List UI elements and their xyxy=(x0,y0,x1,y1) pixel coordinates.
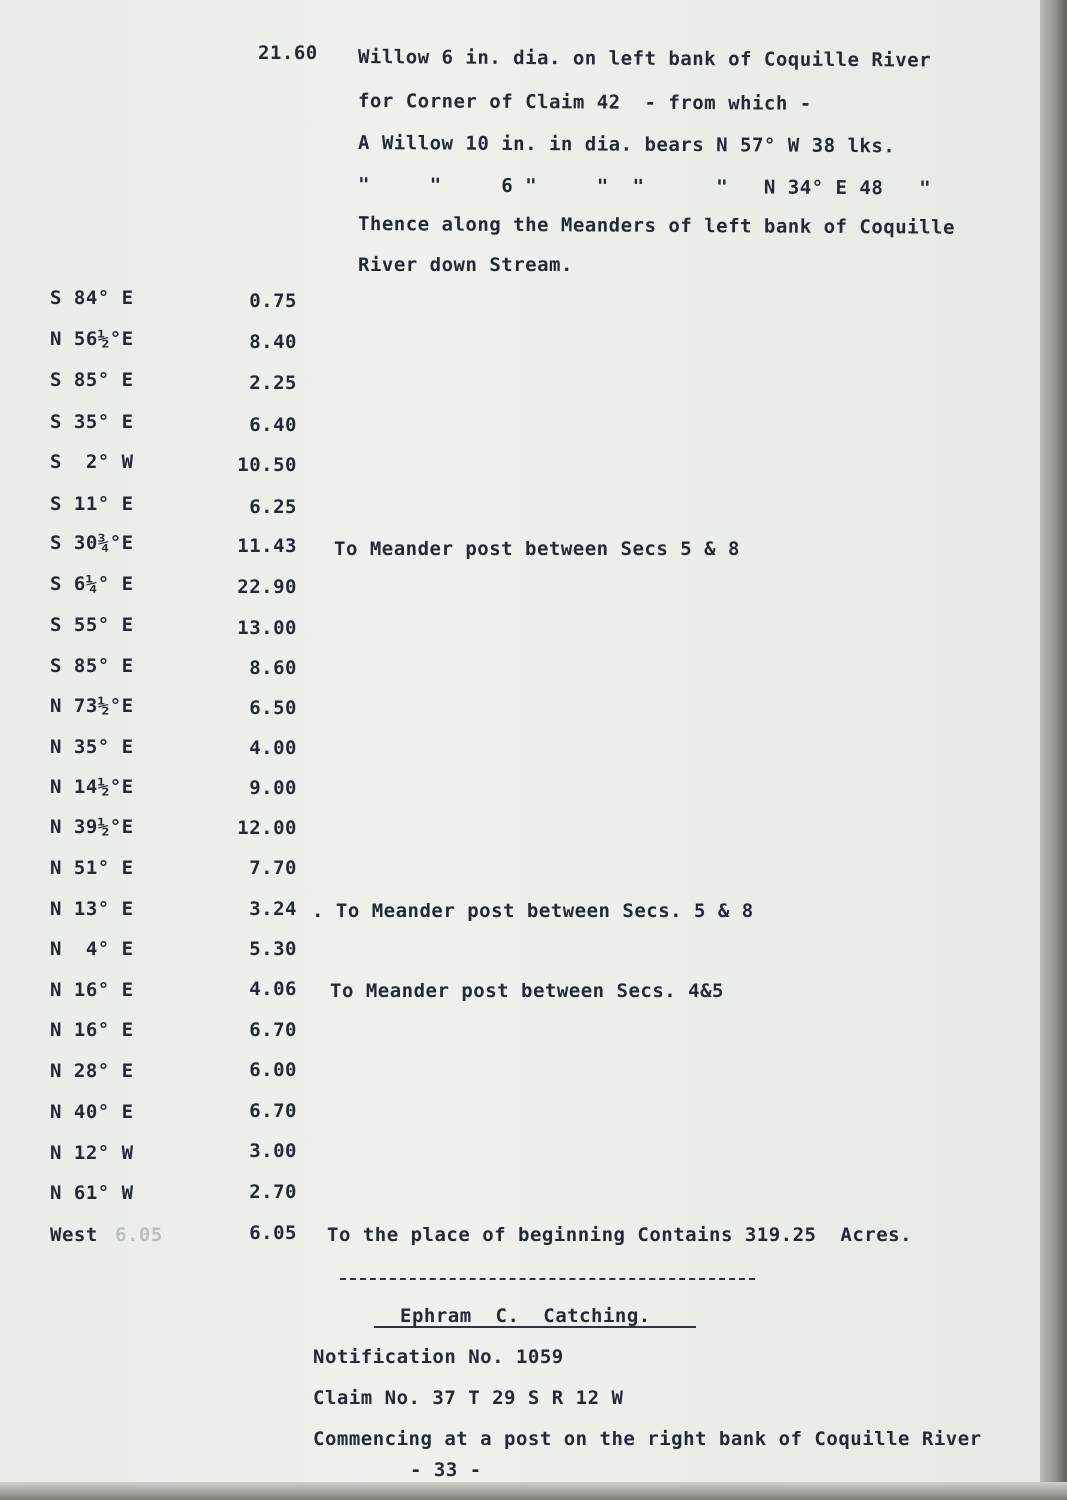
course-distance: 4.06 xyxy=(249,978,297,1000)
header-line-6: River down Stream. xyxy=(358,254,573,276)
course-distance: 4.00 xyxy=(249,737,297,759)
header-line-1: Willow 6 in. dia. on left bank of Coquille River xyxy=(357,46,932,72)
course-bearing: N 4° E xyxy=(50,938,134,960)
course-distance: 6.70 xyxy=(249,1100,297,1122)
course-distance: 3.24 xyxy=(249,898,297,920)
course-bearing: N 56½°E xyxy=(50,328,134,350)
course-distance: 3.00 xyxy=(249,1140,297,1162)
header-line-5: Thence along the Meanders of left bank of Coquille xyxy=(357,213,956,239)
course-distance: 12.00 xyxy=(237,817,297,839)
course-distance: 22.90 xyxy=(237,576,297,598)
page-number: - 33 - xyxy=(410,1459,482,1481)
course-distance: 13.00 xyxy=(237,617,297,639)
header-line-3: A Willow 10 in. in dia. bears N 57° W 38 lks. xyxy=(357,132,896,158)
course-distance: 2.70 xyxy=(249,1181,297,1203)
course-distance: 8.40 xyxy=(249,331,297,353)
course-distance: 7.70 xyxy=(249,857,297,879)
course-bearing: S 85° E xyxy=(50,655,134,677)
course-distance: 6.70 xyxy=(249,1019,297,1041)
dashed-separator xyxy=(340,1278,755,1280)
course-distance: 6.25 xyxy=(249,496,297,518)
course-bearing: N 13° E xyxy=(50,898,134,920)
course-distance: 10.50 xyxy=(237,454,297,476)
course-bearing: N 35° E xyxy=(50,736,134,758)
course-distance: 2.25 xyxy=(249,372,297,394)
course-bearing: N 73½°E xyxy=(50,695,134,717)
header-line-4: " " 6 " " " " N 34° E 48 " xyxy=(357,174,932,200)
course-bearing: N 16° E xyxy=(50,979,134,1001)
course-bearing: S 2° W xyxy=(50,451,134,473)
page-edge-right xyxy=(1040,0,1067,1500)
course-distance: 6.40 xyxy=(249,414,297,436)
course-distance: 9.00 xyxy=(249,777,297,799)
course-bearing: S 85° E xyxy=(50,369,134,391)
course-bearing: S 55° E xyxy=(50,614,134,636)
course-bearing: N 28° E xyxy=(50,1060,134,1082)
course-distance: 11.43 xyxy=(237,535,297,557)
course-distance: 6.05 xyxy=(249,1222,297,1244)
course-distance: 8.60 xyxy=(249,657,297,679)
course-bearing: S 11° E xyxy=(50,493,134,515)
strikeout-smudge: 6.05 xyxy=(115,1224,163,1246)
course-bearing: N 61° W xyxy=(50,1182,134,1204)
course-bearing: N 12° W xyxy=(50,1142,134,1164)
course-bearing: S 35° E xyxy=(50,411,134,433)
header-line-2: for Corner of Claim 42 - from which - xyxy=(357,90,812,115)
course-remark: To Meander post between Secs. 4&5 xyxy=(330,980,724,1002)
course-remark: To the place of beginning Contains 319.25 Acres. xyxy=(327,1224,913,1246)
course-bearing: S 30¾°E xyxy=(50,532,134,554)
course-bearing: N 39½°E xyxy=(50,816,134,838)
course-remark: To Meander post between Secs 5 & 8 xyxy=(334,538,740,560)
claimant-underline xyxy=(374,1326,696,1328)
course-bearing: N 14½°E xyxy=(50,776,134,798)
claim-number: Claim No. 37 T 29 S R 12 W xyxy=(313,1387,624,1409)
course-distance: 6.50 xyxy=(249,697,297,719)
commencing-line: Commencing at a post on the right bank of Coquille River xyxy=(313,1428,982,1450)
course-bearing: West xyxy=(50,1224,98,1246)
notification-number: Notification No. 1059 xyxy=(313,1346,564,1368)
course-distance: 0.75 xyxy=(249,290,297,312)
page-edge-bottom xyxy=(0,1482,1067,1500)
course-distance: 6.00 xyxy=(249,1059,297,1081)
claimant-name: Ephram C. Catching. xyxy=(400,1305,651,1327)
header-station: 21.60 xyxy=(258,42,318,64)
course-bearing: N 40° E xyxy=(50,1101,134,1123)
course-remark: . To Meander post between Secs. 5 & 8 xyxy=(312,900,754,922)
course-bearing: S 6¼° E xyxy=(50,573,134,595)
course-bearing: N 51° E xyxy=(50,857,134,879)
course-bearing: N 16° E xyxy=(50,1019,134,1041)
course-distance: 5.30 xyxy=(249,938,297,960)
course-bearing: S 84° E xyxy=(50,287,134,309)
